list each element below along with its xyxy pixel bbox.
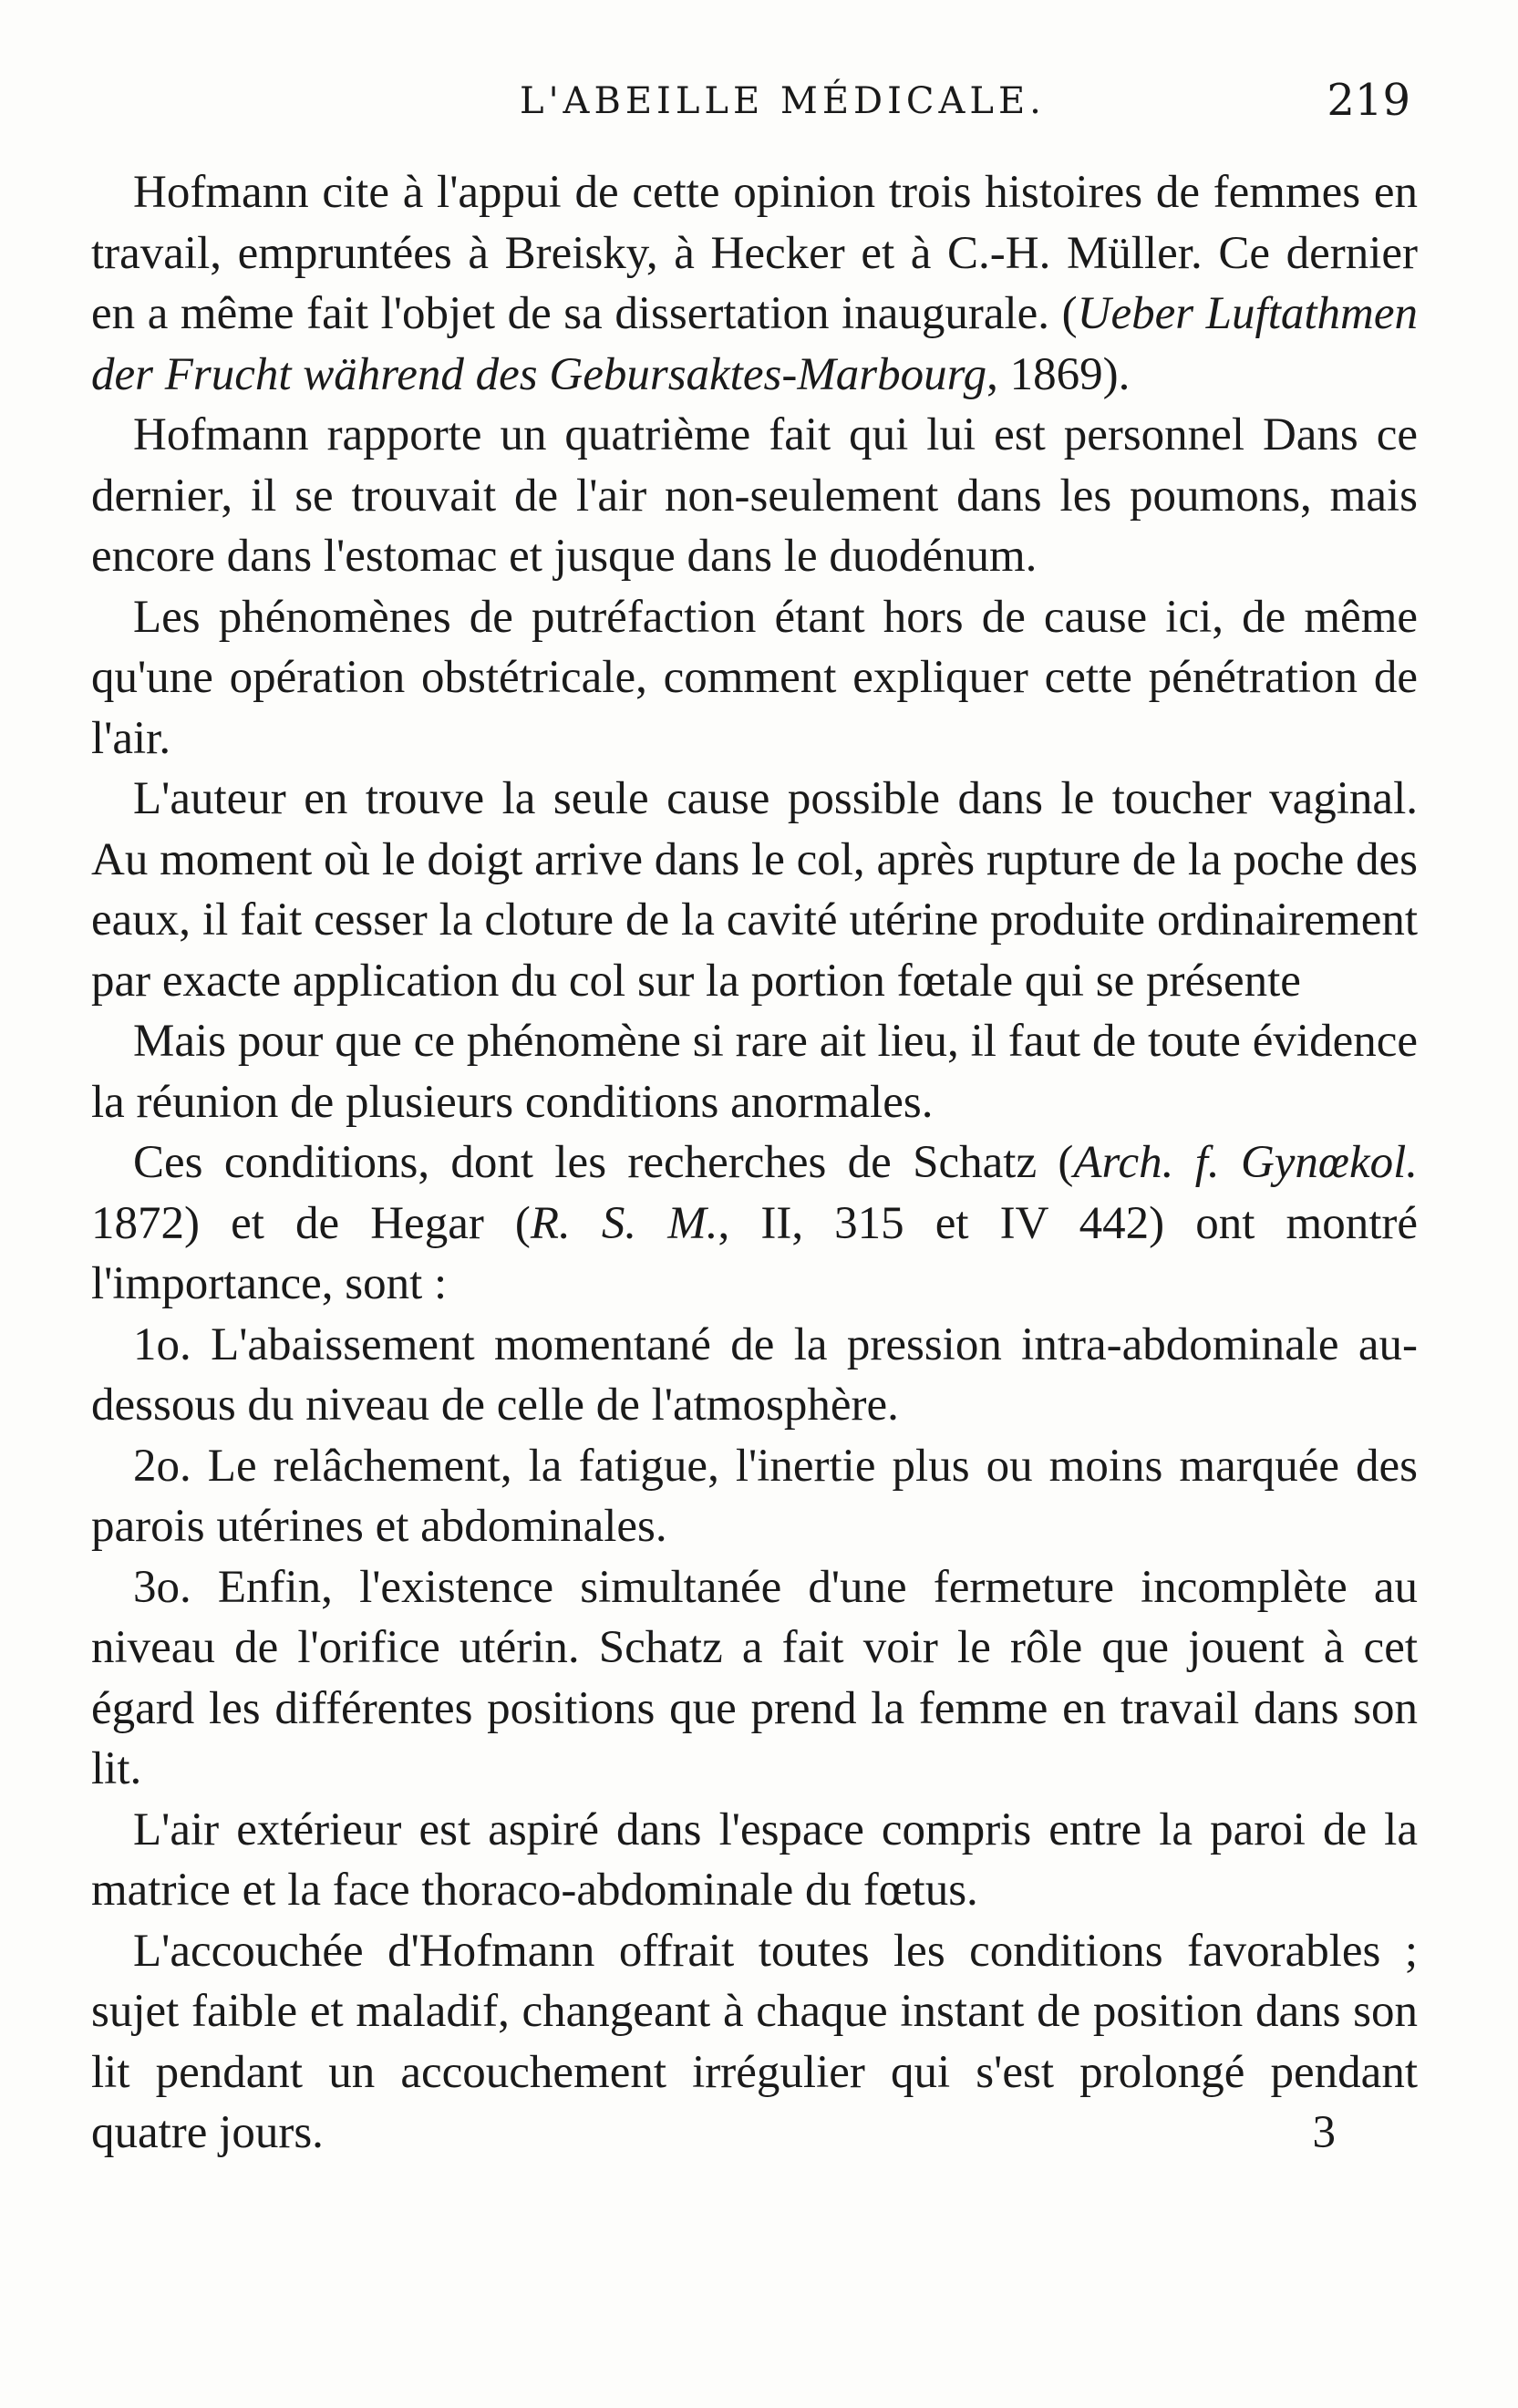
paragraph-4: L'auteur en trouve la seule cause possible dans le toucher vaginal. Au moment où le doigt arrive dans le col, après rupture de la poche des eaux, il fait cesser la cloture de la cavité utérine produite ordinairement par exacte application du col sur la portion fœtale qui se présente [91, 773, 1418, 1007]
paragraph-6 [91, 1132, 1418, 1315]
citation-journal: R. S. M. [530, 1197, 718, 1249]
list-item-1: 1o. L'abaissement momentané de la pression intra-abdominale au-dessous du niveau de celle de l'atmosphère. [91, 1318, 1418, 1431]
page-header [91, 75, 1427, 135]
paragraph-text: , II, 315 et IV 442) ont montré l'importance, sont : [91, 1197, 1418, 1309]
running-head: L'ABEILLE MÉDICALE. [520, 80, 1046, 122]
body-text [91, 162, 1418, 2360]
paragraph-2: Hofmann rapporte un quatrième fait qui lui est personnel Dans ce dernier, il se trouvait de l'air non-seulement dans les poumons, mais encore dans l'estomac et jusque dans le duodénum. [91, 409, 1418, 582]
citation-title: Ueber Luftathmen der Frucht während des Gebursaktes-Marbourg [91, 288, 1418, 400]
citation-journal: Arch. f. Gynœkol. [1073, 1137, 1418, 1188]
page-number: 219 [1327, 75, 1410, 126]
paragraph-5: Mais pour que ce phénomène si rare ait lieu, il faut de toute évidence la réunion de plusieurs conditions anormales. [91, 1016, 1418, 1128]
paragraph-3: Les phénomènes de putréfaction étant hors de cause ici, de même qu'une opération obstétricale, comment expliquer cette pénétration de l'air. [91, 591, 1418, 764]
paragraph-text: Ces conditions, dont les recherches de Schatz ( [133, 1137, 1074, 1188]
paragraph-8 [91, 1921, 1418, 2164]
paragraph-7: L'air extérieur est aspiré dans l'espace compris entre la paroi de la matrice et la face thoraco-abdominale du fœtus. [91, 1803, 1418, 1916]
paragraph-text: 1872) et de Hegar ( [91, 1197, 531, 1249]
paragraph-text: L'accouchée d'Hofmann offrait toutes les conditions favorables ; sujet faible et maladif, changeant à chaque instant de position dans son lit pendant un accouchement irrégulier qui s'est prolongé pendant quatre jours. [91, 1925, 1418, 2158]
paragraph-text: , 1869). [986, 348, 1131, 400]
paragraph-text: Hofmann cite à l'appui de cette opinion trois histoires de femmes en travail, empruntées à Breisky, à Hecker et à C.-H. Müller. Ce dernier en a même fait l'objet de sa dissertation inaugurale. ( [91, 167, 1418, 339]
signature-mark: 3 [1312, 2107, 1336, 2158]
list-item-2: 2o. Le relâchement, la fatigue, l'inertie plus ou moins marquée des parois utérines et abdominales. [91, 1440, 1418, 1552]
paragraph-1 [91, 162, 1418, 405]
list-item-3: 3o. Enfin, l'existence simultanée d'une fermeture incomplète au niveau de l'orifice utérin. Schatz a fait voir le rôle que jouent à cet égard les différentes positions que prend la femme en travail dans son lit. [91, 1561, 1418, 1794]
